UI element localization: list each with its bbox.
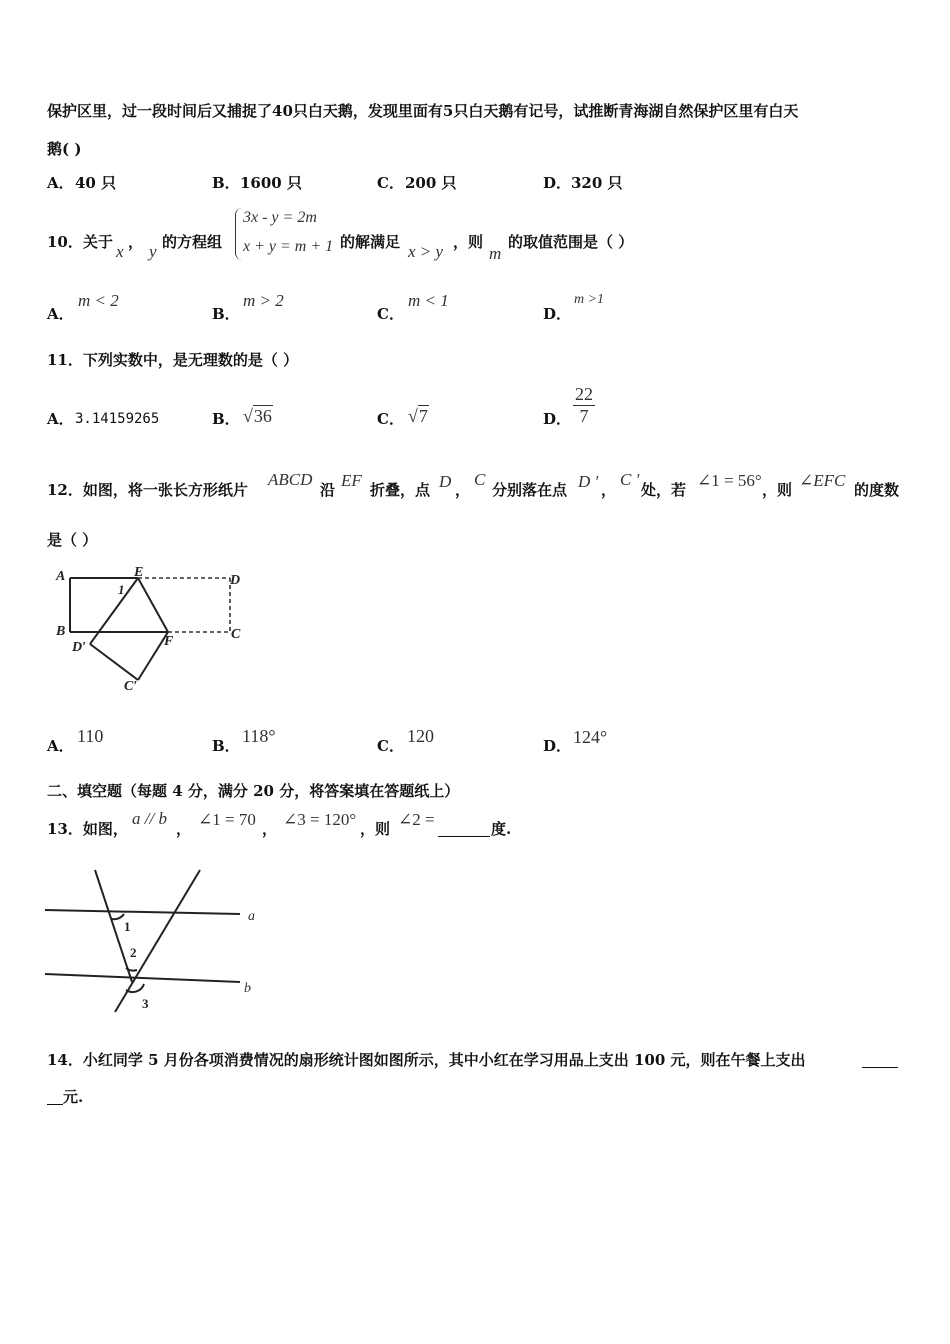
q12-option-b-letter: B． <box>212 737 240 755</box>
q10-var-m: m <box>489 244 502 263</box>
q12-math-angle-efc: ∠EFC <box>799 471 846 490</box>
q12-text-9: 的度数 <box>854 481 900 499</box>
q13-label-b: b <box>244 981 251 996</box>
q9-option-d: 320 只 <box>571 174 623 192</box>
q14-answer-blank-part2[interactable] <box>47 1090 63 1108</box>
q14-stem-line1: 14．小红同学 5 月份各项消费情况的扇形统计图如图所示，其中小红在学习用品上支出 100 元，则在午餐上支出 <box>47 1051 806 1069</box>
q10-option-c-letter: C． <box>377 305 404 323</box>
q13-line-a <box>45 910 240 914</box>
q12-stem-line2: 是（ ） <box>47 531 98 549</box>
q9-option-a: 40 只 <box>75 174 117 192</box>
q12-edge-ed-prime <box>90 578 138 644</box>
q10-condition: x > y <box>408 242 444 261</box>
q12-folding-figure <box>50 560 260 695</box>
q12-option-b: 118° <box>242 726 276 746</box>
q13-angle-2-arc <box>126 968 137 971</box>
q13-text-3: 度. <box>491 820 512 838</box>
q14-stem-line2-end: 元. <box>63 1088 84 1106</box>
q12-math-d: D <box>439 472 452 491</box>
q9-option-b-letter: B． <box>212 174 240 192</box>
q13-label-2: 2 <box>130 945 137 960</box>
q12-label-a: A <box>56 569 66 584</box>
q12-math-c: C <box>474 470 486 489</box>
q12-math-ef: EF <box>341 471 362 490</box>
q10-stem-then: ，则 <box>453 233 484 251</box>
q12-label-angle-1: 1 <box>118 582 125 597</box>
q12-label-f: F <box>164 634 174 649</box>
q10-option-d: m >1 <box>574 292 605 307</box>
q12-math-abcd: ABCD <box>268 470 313 489</box>
q13-math-parallel: a // b <box>132 809 167 828</box>
q11-option-d-denominator: 7 <box>579 406 589 426</box>
q13-math-angle2: ∠2 = <box>398 810 435 829</box>
q11-option-d-numerator: 22 <box>575 384 593 404</box>
q11-stem: 11．下列实数中，是无理数的是（ ） <box>47 351 299 369</box>
q12-text-7: 处，若 <box>641 481 687 499</box>
q13-comma-2: ， <box>262 820 278 838</box>
q13-line-b <box>45 974 240 982</box>
q12-label-e: E <box>134 565 144 580</box>
q11-option-a: 3.14159265 <box>75 411 160 427</box>
q11-option-d-fraction <box>573 384 595 427</box>
q12-option-a: 110 <box>77 726 104 746</box>
q12-fold-ef <box>138 578 168 632</box>
q10-option-d-letter: D． <box>543 305 572 323</box>
q12-option-c: 120 <box>407 726 434 746</box>
q10-option-b-letter: B． <box>212 305 240 323</box>
q12-option-a-letter: A． <box>47 737 74 755</box>
q9-option-b: 1600 只 <box>240 174 302 192</box>
q13-label-3: 3 <box>142 996 149 1011</box>
q12-label-d-prime: D′ <box>72 640 87 655</box>
q10-comma: ， <box>128 233 144 251</box>
q13-text-1: 13．如图， <box>47 820 128 838</box>
q13-parallel-lines-figure <box>40 862 270 1017</box>
q11-option-c-sqrt: √7 <box>408 406 428 426</box>
q10-stem-end: 的取值范围是（ ） <box>508 233 634 251</box>
q12-text-6: ， <box>601 481 617 499</box>
q11-option-c: 7 <box>418 406 428 426</box>
q13-math-angle1: ∠1 = 70 <box>198 810 256 829</box>
q10-option-c: m < 1 <box>408 291 449 310</box>
q13-angle-1-arc <box>112 914 124 919</box>
q12-option-d-letter: D． <box>543 737 572 755</box>
q10-equation-1: 3x - y = 2m <box>243 209 317 226</box>
q10-stem-after: 的解满足 <box>340 233 401 251</box>
q11-option-b-sqrt: √36 <box>243 406 272 426</box>
q11-option-b-letter: B． <box>212 410 240 428</box>
q12-label-d: D <box>230 573 241 588</box>
q9-text-line1: 保护区里，过一段时间后又捕捉了40只白天鹅，发现里面有5只白天鹅有记号，试推断青海湖自然保护区里有白天 <box>47 102 799 120</box>
q11-option-a-letter: A． <box>47 410 74 428</box>
q12-option-d: 124° <box>573 727 608 747</box>
q12-text-8: ，则 <box>762 481 793 499</box>
q10-option-a: m < 2 <box>78 291 119 310</box>
q10-stem-mid: 的方程组 <box>162 233 223 251</box>
q12-label-c: C <box>231 627 241 642</box>
q11-option-b: 36 <box>253 406 272 426</box>
q12-edge-d-prime-c-prime <box>90 644 138 680</box>
q10-system-brace <box>235 208 242 260</box>
q12-math-c-prime: C ' <box>620 470 640 489</box>
q12-math-angle1: ∠1 = 56° <box>697 471 762 490</box>
q12-option-c-letter: C． <box>377 737 404 755</box>
q11-option-c-letter: C． <box>377 410 404 428</box>
q10-var-y: y <box>149 242 157 261</box>
q13-label-a: a <box>248 909 255 924</box>
q12-label-b: B <box>56 624 66 639</box>
q10-equation-2: x + y = m + 1 <box>243 238 334 255</box>
q10-option-a-letter: A． <box>47 305 74 323</box>
q12-label-c-prime: C′ <box>124 679 138 694</box>
q13-comma-1: ， <box>176 820 192 838</box>
section-2-title: 二、填空题（每题 4 分，满分 20 分，将答案填在答题纸上） <box>47 782 460 800</box>
q12-text-5: 分别落在点 <box>492 481 568 499</box>
q9-option-c-letter: C． <box>377 174 404 192</box>
q9-option-d-letter: D． <box>543 174 572 192</box>
q12-dashed-lines <box>138 578 230 632</box>
q12-text-3: 折叠，点 <box>370 481 431 499</box>
q13-text-2: ，则 <box>360 820 391 838</box>
q10-option-b: m > 2 <box>243 291 284 310</box>
q12-text-2: 沿 <box>320 481 336 499</box>
q9-text-line2: 鹅( ) <box>47 140 82 158</box>
q14-answer-blank-part1[interactable] <box>862 1053 898 1071</box>
q9-option-c: 200 只 <box>405 174 457 192</box>
q13-answer-blank[interactable] <box>438 822 490 840</box>
q11-option-d-letter: D． <box>543 410 572 428</box>
q10-stem-start: 10．关于 <box>47 233 113 251</box>
q12-math-d-prime: D ' <box>578 472 599 491</box>
q10-var-x: x <box>116 242 124 261</box>
q12-text-1: 12．如图，将一张长方形纸片 <box>47 481 248 499</box>
q13-label-1: 1 <box>124 919 131 934</box>
q12-text-4: ， <box>455 481 471 499</box>
q13-math-angle3: ∠3 = 120° <box>283 810 357 829</box>
q9-option-a-letter: A． <box>47 174 74 192</box>
